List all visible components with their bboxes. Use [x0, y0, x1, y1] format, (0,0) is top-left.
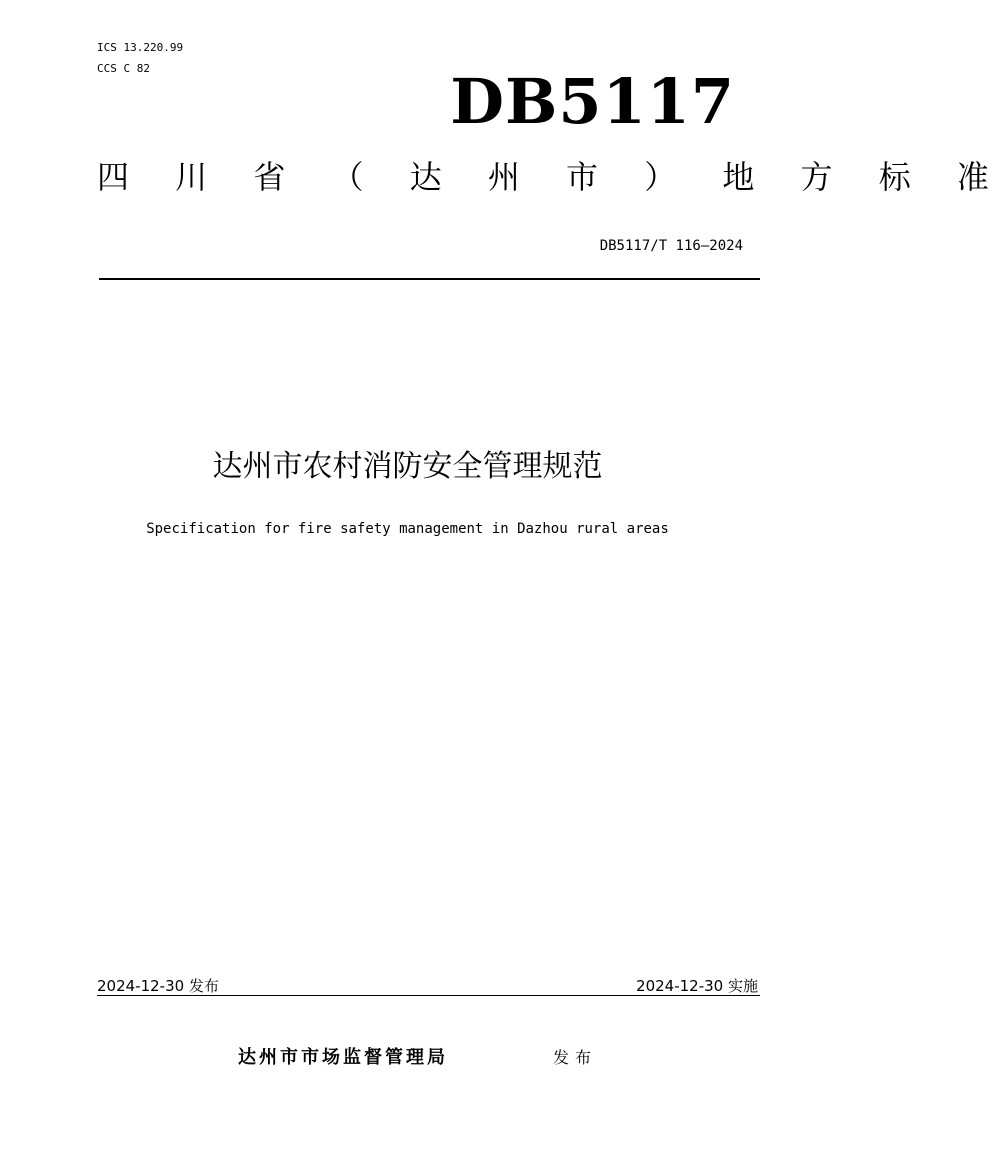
implementation-date: 2024-12-30 实施	[636, 977, 758, 995]
header-divider	[99, 278, 760, 280]
standard-type-heading: 四 川 省 （ 达 州 市 ） 地 方 标 准	[97, 158, 1007, 196]
publisher-name: 达州市市场监督管理局	[238, 1047, 448, 1068]
standard-code-logo: DB5117	[450, 65, 735, 138]
ics-code: ICS 13.220.99	[97, 41, 184, 54]
document-title-english: Specification for fire safety management in Dazhou rural areas	[146, 521, 669, 537]
issue-date: 2024-12-30 发布	[97, 977, 219, 995]
publish-label: 发布	[553, 1048, 598, 1067]
footer-divider	[97, 995, 760, 996]
standard-number: DB5117/T 116—2024	[599, 238, 743, 254]
ccs-code: CCS C 82	[97, 62, 150, 75]
document-title-chinese: 达州市农村消防安全管理规范	[212, 449, 603, 484]
